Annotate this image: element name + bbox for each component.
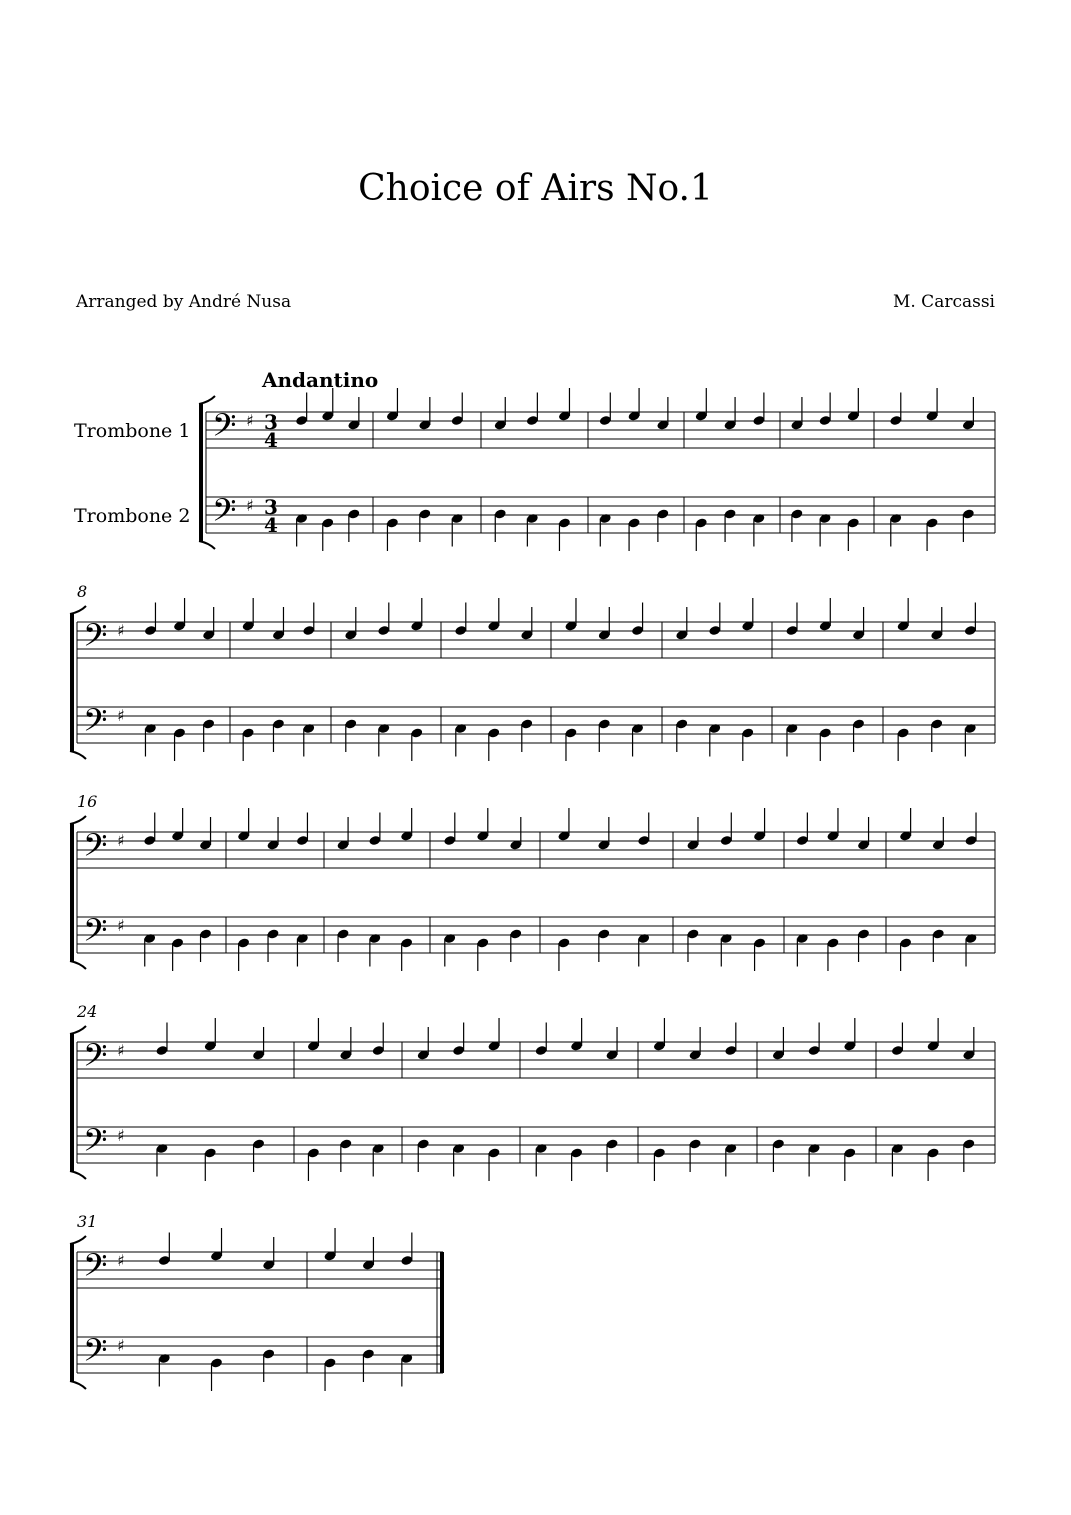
bass-clef-icon: 𝄢 (83, 1122, 108, 1166)
measure-number: 16 (77, 792, 98, 811)
sharp-icon: ♯ (117, 621, 125, 640)
bracket-bottom (199, 541, 215, 549)
time-signature-bottom: 4 (264, 513, 278, 537)
bracket-bottom (70, 961, 86, 969)
bass-clef-icon: 𝄢 (83, 1332, 108, 1376)
time-signature-top: 3 (264, 410, 278, 434)
sharp-icon: ♯ (246, 496, 254, 515)
sharp-icon: ♯ (117, 1041, 125, 1060)
bracket-top (70, 606, 86, 614)
sharp-icon: ♯ (117, 916, 125, 935)
measure-number: 24 (77, 1002, 98, 1021)
sharp-icon: ♯ (117, 1126, 125, 1145)
bracket-bottom (70, 751, 86, 759)
bass-clef-icon: 𝄢 (83, 827, 108, 871)
bass-clef-icon: 𝄢 (83, 1037, 108, 1081)
bracket-bottom (70, 1381, 86, 1389)
sharp-icon: ♯ (246, 411, 254, 430)
tempo-marking: Andantino (262, 368, 379, 392)
bracket-bottom (70, 1171, 86, 1179)
bass-clef-icon: 𝄢 (83, 702, 108, 746)
arranger-credit: Arranged by André Nusa (76, 292, 292, 312)
bass-clef-icon: 𝄢 (83, 912, 108, 956)
instrument-label-trombone-2: Trombone 2 (74, 505, 191, 527)
instrument-label-trombone-1: Trombone 1 (74, 420, 191, 442)
bracket-top (70, 1236, 86, 1244)
measure-number: 31 (77, 1212, 98, 1231)
bracket-top (199, 396, 215, 404)
measure-number: 8 (77, 582, 88, 601)
bass-clef-icon: 𝄢 (83, 1247, 108, 1291)
time-signature-bottom: 4 (264, 428, 278, 452)
sharp-icon: ♯ (117, 1336, 125, 1355)
bass-clef-icon: 𝄢 (212, 407, 237, 451)
bass-clef-icon: 𝄢 (212, 492, 237, 536)
composer-credit: M. Carcassi (892, 292, 995, 312)
score-title: Choice of Airs No.1 (358, 168, 713, 209)
time-signature-top: 3 (264, 495, 278, 519)
bass-clef-icon: 𝄢 (83, 617, 108, 661)
bracket-top (70, 816, 86, 824)
sharp-icon: ♯ (117, 1251, 125, 1270)
sharp-icon: ♯ (117, 831, 125, 850)
bracket-top (70, 1026, 86, 1034)
sharp-icon: ♯ (117, 706, 125, 725)
